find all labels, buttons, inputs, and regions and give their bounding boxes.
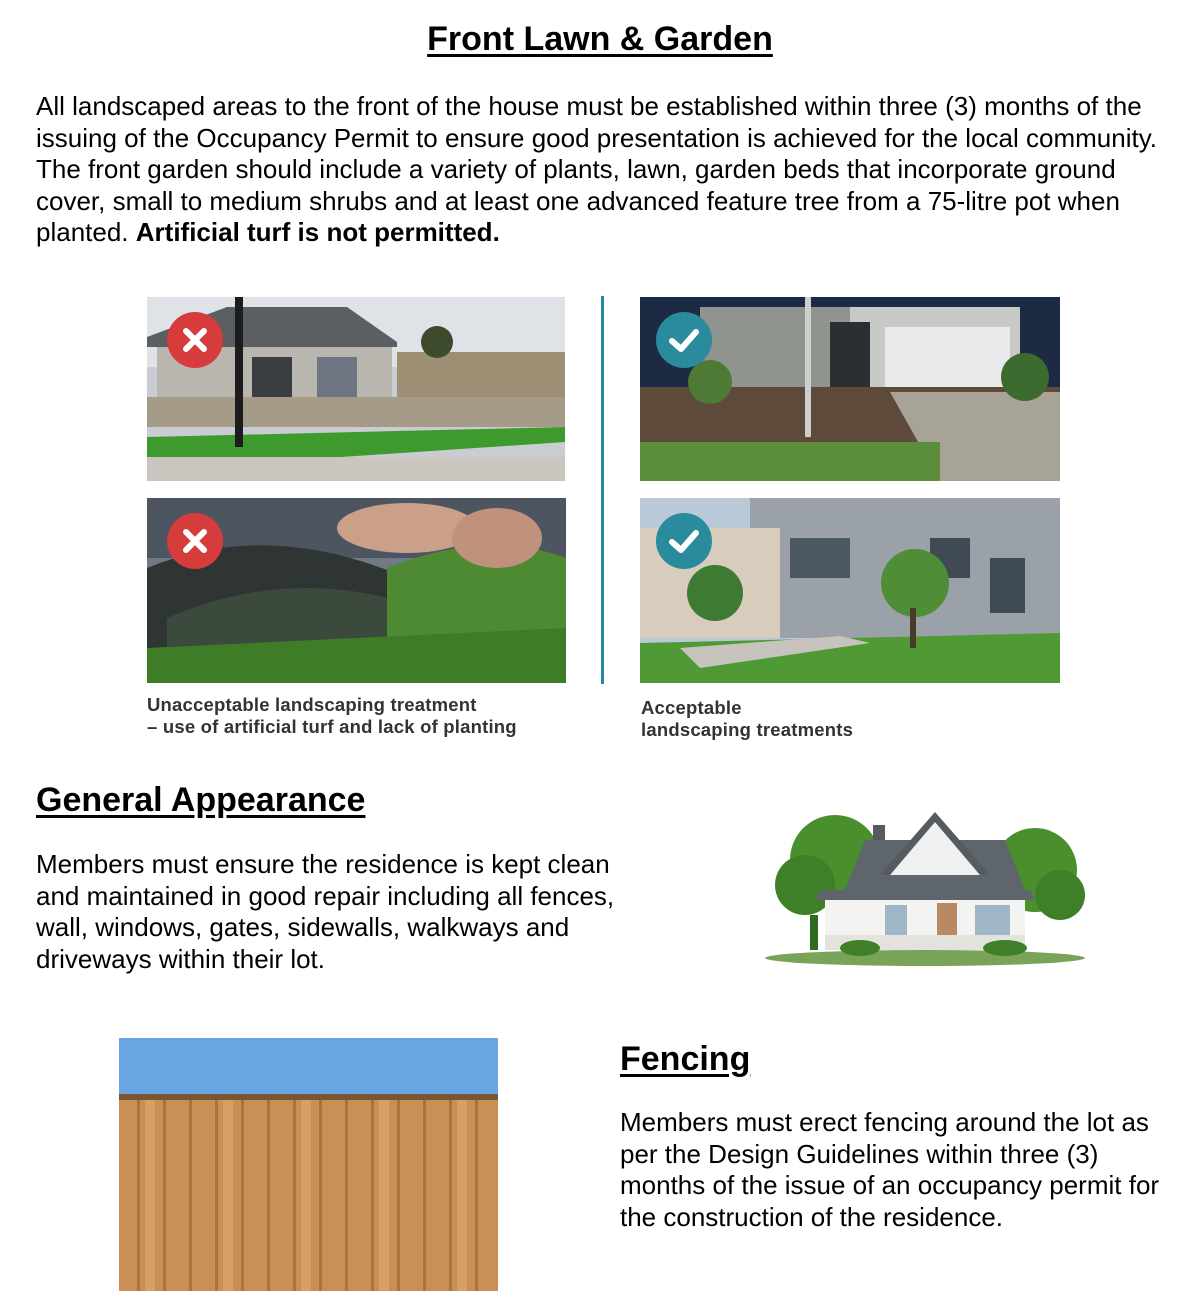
front-lawn-paragraph — [36, 91, 1171, 249]
acceptable-night-house-photo — [640, 297, 1060, 481]
unacceptable-house-photo — [147, 297, 565, 481]
general-appearance-title: General Appearance — [36, 781, 366, 819]
artificial-turf-photo — [147, 498, 566, 683]
front-lawn-body: All landscaped areas to the front of the house must be established within three (3) months of the issuing of the Occupancy Permit to ensure good presentation is achieved for the local community. The front garden should include a variety of plants, lawn, garden beds that incorporate ground cover, small to medium shrubs and at least one advanced feature tree from a 75-litre pot when planted. — [36, 91, 1157, 247]
reject-badge — [167, 513, 223, 569]
house-illustration — [765, 800, 1085, 966]
accept-badge — [656, 513, 712, 569]
acceptable-caption-line1: Acceptable — [641, 697, 742, 718]
artificial-turf-notice: Artificial turf is not permitted. — [135, 217, 500, 247]
front-lawn-title: Front Lawn & Garden — [427, 20, 773, 58]
acceptable-caption-line2: landscaping treatments — [641, 719, 854, 740]
general-appearance-body: Members must ensure the residence is kept clean and maintained in good repair including all fences, wall, windows, gates, sidewalls, walkways and driveways within their lot. — [36, 849, 615, 974]
acceptable-caption — [641, 697, 1041, 741]
accept-badge — [656, 312, 712, 368]
acceptable-day-house-photo — [640, 498, 1060, 683]
reject-badge — [167, 312, 223, 368]
fencing-title: Fencing — [620, 1040, 751, 1078]
wooden-fence-photo — [119, 1038, 498, 1291]
comparison-divider — [601, 296, 604, 684]
unacceptable-caption-line1: Unacceptable landscaping treatment — [147, 694, 477, 715]
unacceptable-caption — [147, 694, 587, 738]
unacceptable-caption-line2: – use of artificial turf and lack of planting — [147, 716, 517, 737]
fencing-body: Members must erect fencing around the lot as per the Design Guidelines within three (3) months of the issue of an occupancy permit for the construction of the residence. — [620, 1107, 1160, 1232]
